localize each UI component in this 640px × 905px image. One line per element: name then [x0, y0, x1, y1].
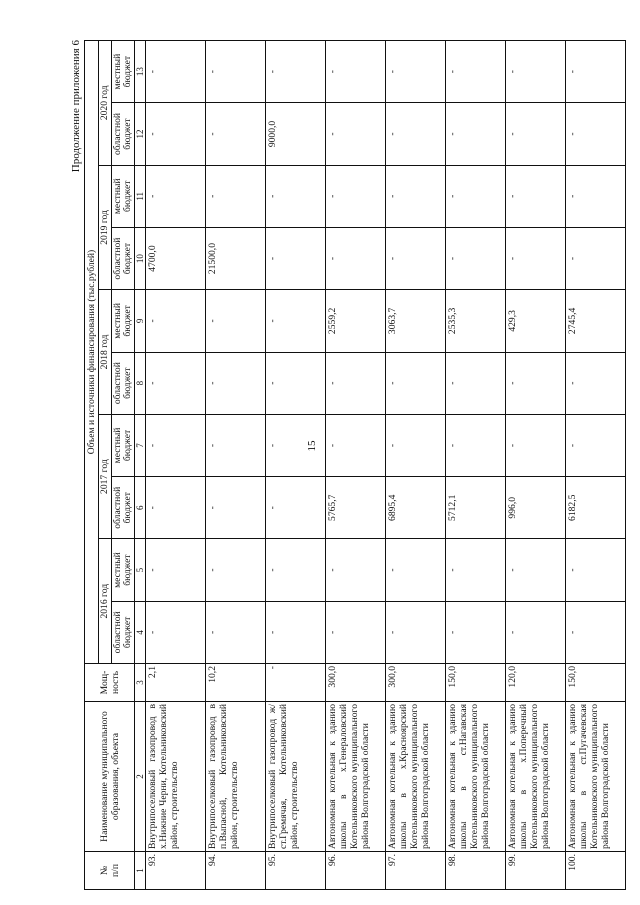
row-number: 98.	[446, 852, 506, 890]
header-power: Мощ-ность	[85, 664, 135, 702]
object-name: Внутрипоселковый газопровод ж/ст.Гремячая, Котельниковский район, строительство	[266, 702, 326, 852]
funding-value: 5712,1	[446, 477, 506, 539]
funding-value: -	[146, 103, 206, 165]
funding-value: -	[506, 103, 566, 165]
funding-value: -	[386, 165, 446, 227]
header-local-budget: местный бюджет	[112, 41, 135, 103]
funding-value: -	[506, 227, 566, 289]
funding-value: -	[506, 601, 566, 663]
funding-value: -	[146, 414, 206, 476]
funding-value: -	[146, 352, 206, 414]
object-name: Автономная котельная к зданию школы в х.Красноярский Котельниковского муниципального района Волгоградской области	[386, 702, 446, 852]
funding-value: -	[386, 352, 446, 414]
funding-value: -	[566, 41, 626, 103]
power-value: 300,0	[326, 664, 386, 702]
funding-value: 429,3	[506, 290, 566, 352]
table-body	[146, 41, 626, 890]
object-name: Автономная котельная к зданию школы в х.Поперечный Котельниковского муниципального района Волгоградской области	[506, 702, 566, 852]
header-number: № п/п	[85, 852, 135, 890]
funding-value: -	[266, 227, 326, 289]
funding-value: 9000,0	[266, 103, 326, 165]
header-name: Наименование муниципального образования, объекта	[85, 702, 135, 852]
header-local-budget: местный бюджет	[112, 290, 135, 352]
power-value: 120,0	[506, 664, 566, 702]
power-value: 150,0	[566, 664, 626, 702]
page-number: 15	[306, 440, 318, 452]
column-number-row	[135, 41, 146, 890]
object-name: Автономная котельная к зданию школы в х.Генераловский Котельниковского муниципального района Волгоградской области	[326, 702, 386, 852]
power-value: 2,1	[146, 664, 206, 702]
object-name: Внутрипоселковый газопровод в п.Выпасной, Котельниковский район, строительство	[206, 702, 266, 852]
funding-value: -	[326, 103, 386, 165]
header-regional-budget: областной бюджет	[112, 477, 135, 539]
funding-value: -	[206, 290, 266, 352]
funding-value: -	[446, 539, 506, 601]
funding-value: -	[566, 352, 626, 414]
power-value: 150,0	[446, 664, 506, 702]
funding-value: 5765,7	[326, 477, 386, 539]
funding-value: -	[386, 41, 446, 103]
funding-value: -	[146, 290, 206, 352]
funding-value: -	[266, 352, 326, 414]
table-row	[446, 41, 506, 890]
funding-value: -	[266, 41, 326, 103]
funding-value: -	[146, 165, 206, 227]
table-row	[146, 41, 206, 890]
row-number: 97.	[386, 852, 446, 890]
funding-value: -	[326, 41, 386, 103]
funding-value: -	[446, 352, 506, 414]
funding-value: -	[266, 414, 326, 476]
funding-value: 2535,3	[446, 290, 506, 352]
header-regional-budget: областной бюджет	[112, 227, 135, 289]
row-number: 94.	[206, 852, 266, 890]
funding-value: 6895,4	[386, 477, 446, 539]
funding-value: -	[326, 601, 386, 663]
column-number: 12	[135, 103, 146, 165]
funding-value: -	[506, 539, 566, 601]
funding-value: -	[506, 414, 566, 476]
table-row	[326, 41, 386, 890]
funding-value: -	[206, 539, 266, 601]
funding-value: -	[566, 601, 626, 663]
header-funding: Объем и источники финансирования (тыс.рублей)	[85, 41, 99, 664]
funding-value: -	[266, 290, 326, 352]
funding-value: -	[206, 41, 266, 103]
header-local-budget: местный бюджет	[112, 539, 135, 601]
funding-value: -	[206, 103, 266, 165]
row-number: 100.	[566, 852, 626, 890]
row-number: 96.	[326, 852, 386, 890]
header-year-2018: 2018 год	[99, 290, 112, 415]
funding-value: -	[206, 352, 266, 414]
funding-value: -	[146, 601, 206, 663]
continuation-label: Продолжение приложения 6	[70, 40, 82, 173]
header-local-budget: местный бюджет	[112, 414, 135, 476]
funding-value: -	[386, 227, 446, 289]
funding-value: 996,0	[506, 477, 566, 539]
table-row	[566, 41, 626, 890]
column-number: 13	[135, 41, 146, 103]
funding-value: -	[326, 165, 386, 227]
funding-value: -	[266, 477, 326, 539]
funding-value: -	[506, 165, 566, 227]
funding-value: 2745,4	[566, 290, 626, 352]
column-number: 8	[135, 352, 146, 414]
object-name: Автономная котельная к зданию школы в ст.Нагавская Котельниковского муниципального района Волгоградской области	[446, 702, 506, 852]
funding-value: -	[146, 477, 206, 539]
row-number: 99.	[506, 852, 566, 890]
funding-value: -	[566, 539, 626, 601]
funding-value: 6182,5	[566, 477, 626, 539]
funding-value: -	[326, 227, 386, 289]
object-name: Автономная котельная к зданию школы в ст.Пугачевская Котельниковского муниципального района Волгоградской области	[566, 702, 626, 852]
column-number: 6	[135, 477, 146, 539]
funding-value: 3063,7	[386, 290, 446, 352]
header-local-budget: местный бюджет	[112, 165, 135, 227]
funding-value: -	[326, 539, 386, 601]
funding-value: -	[566, 103, 626, 165]
table-row	[206, 41, 266, 890]
rotated-page-content	[70, 40, 611, 890]
funding-value: 2559,2	[326, 290, 386, 352]
table-row	[266, 41, 326, 890]
table-header	[85, 41, 135, 890]
column-number: 10	[135, 227, 146, 289]
header-year-2020: 2020 год	[99, 41, 112, 166]
header-year-2016: 2016 год	[99, 539, 112, 664]
object-name: Внутрипоселковый газопровод в х.Нижние Черни, Котельниковский район, строительство	[146, 702, 206, 852]
funding-value: -	[386, 601, 446, 663]
funding-value: -	[506, 352, 566, 414]
funding-value: -	[206, 601, 266, 663]
column-number: 5	[135, 539, 146, 601]
row-number: 93.	[146, 852, 206, 890]
funding-value: -	[566, 414, 626, 476]
power-value: 300,0	[386, 664, 446, 702]
funding-value: -	[506, 41, 566, 103]
table-row	[386, 41, 446, 890]
funding-value: 21500,0	[206, 227, 266, 289]
funding-value: -	[446, 414, 506, 476]
funding-value: -	[266, 539, 326, 601]
funding-value: -	[146, 41, 206, 103]
funding-value: -	[446, 41, 506, 103]
funding-value: -	[326, 414, 386, 476]
column-number: 1	[135, 852, 146, 890]
funding-value: -	[386, 539, 446, 601]
funding-table	[84, 40, 626, 890]
table-row	[506, 41, 566, 890]
funding-value: -	[266, 165, 326, 227]
funding-value: -	[206, 165, 266, 227]
funding-value: -	[446, 103, 506, 165]
funding-value: -	[566, 165, 626, 227]
header-year-2017: 2017 год	[99, 414, 112, 539]
funding-value: -	[446, 601, 506, 663]
header-regional-budget: областной бюджет	[112, 103, 135, 165]
funding-value: -	[386, 103, 446, 165]
funding-value: -	[446, 165, 506, 227]
funding-value: -	[446, 227, 506, 289]
column-number: 7	[135, 414, 146, 476]
funding-value: -	[266, 601, 326, 663]
header-year-2019: 2019 год	[99, 165, 112, 290]
power-value: -	[266, 664, 326, 702]
funding-value: -	[386, 414, 446, 476]
funding-value: 4700,0	[146, 227, 206, 289]
row-number: 95.	[266, 852, 326, 890]
column-number: 2	[135, 702, 146, 852]
funding-value: -	[146, 539, 206, 601]
header-regional-budget: областной бюджет	[112, 601, 135, 663]
funding-value: -	[206, 477, 266, 539]
column-number: 9	[135, 290, 146, 352]
funding-value: -	[326, 352, 386, 414]
header-regional-budget: областной бюджет	[112, 352, 135, 414]
power-value: 10,2	[206, 664, 266, 702]
column-number: 3	[135, 664, 146, 702]
column-number: 4	[135, 601, 146, 663]
funding-value: -	[206, 414, 266, 476]
funding-value: -	[566, 227, 626, 289]
column-number: 11	[135, 165, 146, 227]
